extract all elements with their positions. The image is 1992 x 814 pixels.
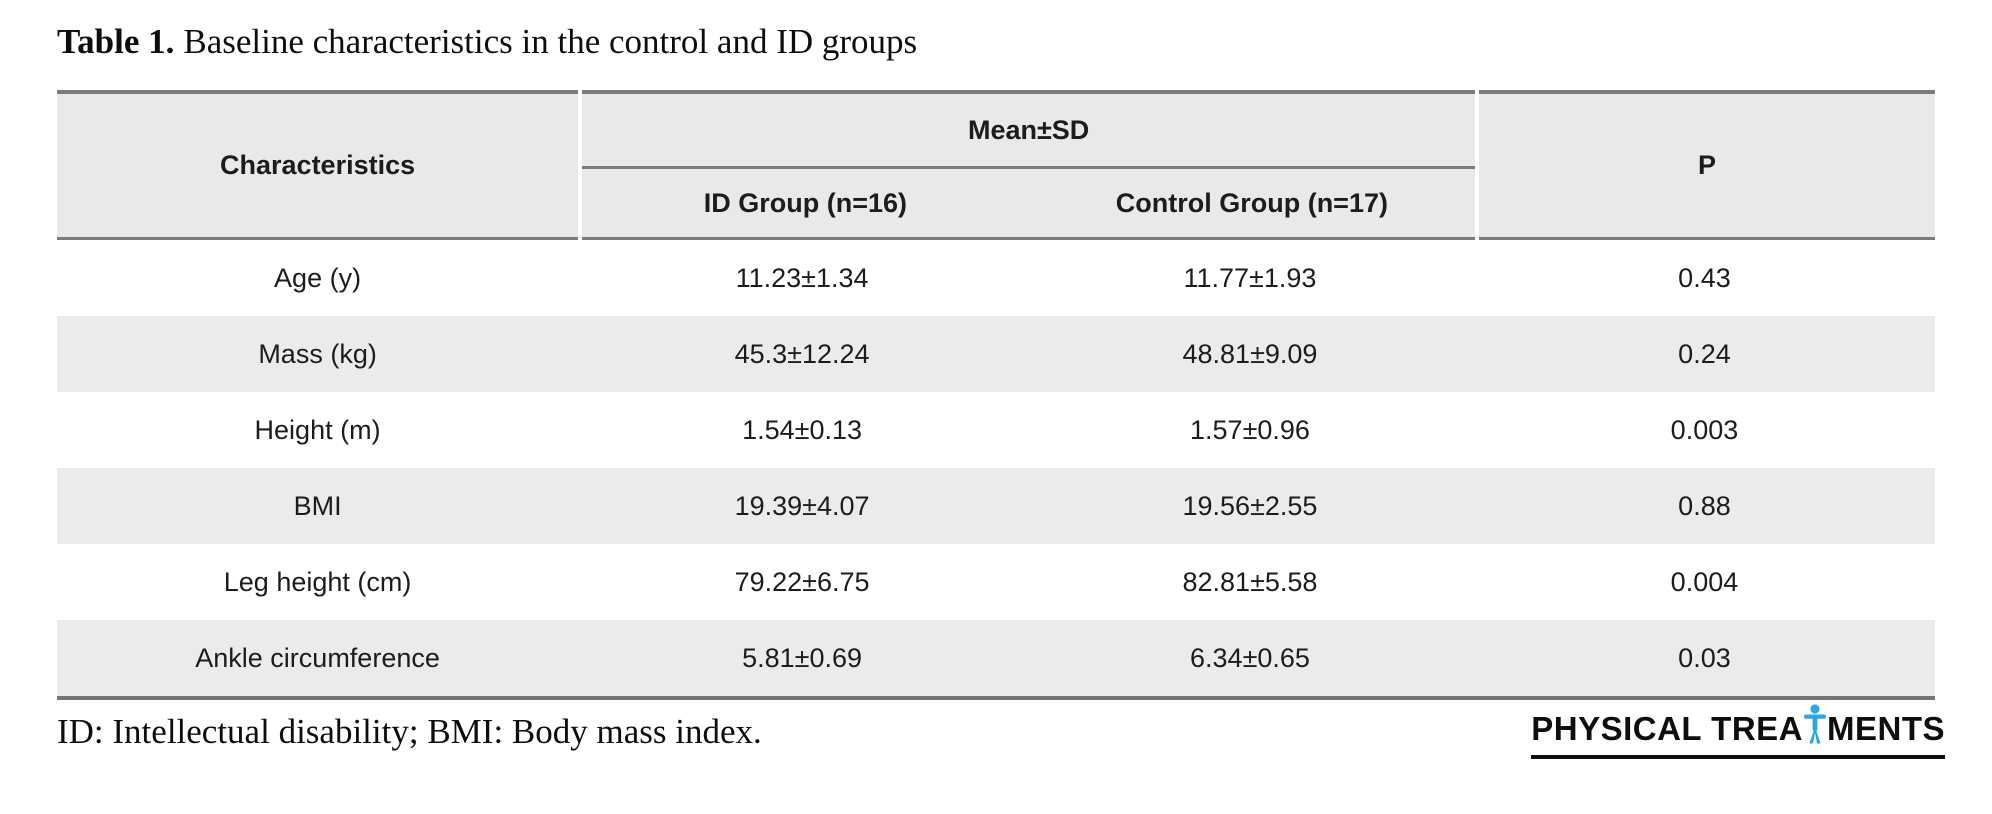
cell-id-group: 5.81±0.69 [742, 642, 863, 673]
table-footnote: ID: Intellectual disability; BMI: Body mass index. [57, 712, 762, 751]
cell-id-group: 45.3±12.24 [734, 338, 870, 369]
table-row-height [57, 392, 1935, 468]
cell-control-group: 11.77±1.93 [1183, 262, 1317, 293]
logo-underline [1531, 755, 1945, 759]
cell-characteristic: Ankle circumference [195, 642, 440, 673]
table-title-text: Baseline characteristics in the control and ID groups [183, 22, 918, 61]
cell-id-group: 79.22±6.75 [734, 566, 870, 597]
cell-characteristic: Age (y) [274, 262, 362, 293]
cell-id-group: 1.54±0.13 [742, 414, 863, 445]
logo-text-right: MENTS [1827, 710, 1945, 747]
baseline-characteristics-table [57, 90, 1935, 700]
header-p-value: P [1479, 90, 1935, 240]
cell-p-value: 0.43 [1678, 262, 1731, 293]
cell-p-value: 0.88 [1678, 490, 1731, 521]
cell-p-value: 0.003 [1670, 414, 1739, 445]
cell-control-group: 1.57±0.96 [1190, 414, 1310, 445]
table-row-bmi [57, 468, 1935, 544]
table-row-age [57, 240, 1935, 316]
table-row-ankle-circumference [57, 620, 1935, 696]
cell-p-value: 0.004 [1670, 566, 1739, 597]
logo-text-left: PHYSICAL TREA [1531, 710, 1803, 747]
cell-characteristic: Height (m) [254, 414, 381, 445]
cell-id-group: 11.23±1.34 [735, 262, 869, 293]
header-mean-sd-group [582, 90, 1475, 240]
logo-text [1531, 704, 1945, 753]
table-title [57, 22, 917, 62]
header-control-group: Control Group (n=17) [1115, 187, 1388, 218]
cell-p-value: 0.03 [1678, 642, 1731, 673]
cell-control-group: 6.34±0.65 [1190, 642, 1310, 673]
person-icon [1804, 704, 1826, 753]
cell-control-group: 48.81±9.09 [1182, 338, 1318, 369]
footer [57, 700, 1945, 759]
cell-control-group: 19.56±2.55 [1182, 490, 1318, 521]
table-title-label: Table 1. [57, 22, 175, 61]
cell-control-group: 82.81±5.58 [1182, 566, 1318, 597]
physical-treatments-logo [1531, 704, 1945, 759]
table-header [57, 90, 1935, 240]
table-row-mass [57, 316, 1935, 392]
header-characteristics: Characteristics [57, 90, 578, 240]
cell-characteristic: BMI [293, 490, 342, 521]
table-row-leg-height [57, 544, 1935, 620]
header-id-group: ID Group (n=16) [703, 187, 908, 218]
cell-id-group: 19.39±4.07 [734, 490, 870, 521]
cell-characteristic: Mass (kg) [258, 338, 377, 369]
table-body [57, 240, 1935, 700]
header-subgroups [582, 169, 1475, 237]
cell-characteristic: Leg height (cm) [223, 566, 412, 597]
header-mean-sd: Mean±SD [967, 114, 1090, 145]
cell-p-value: 0.24 [1678, 338, 1731, 369]
